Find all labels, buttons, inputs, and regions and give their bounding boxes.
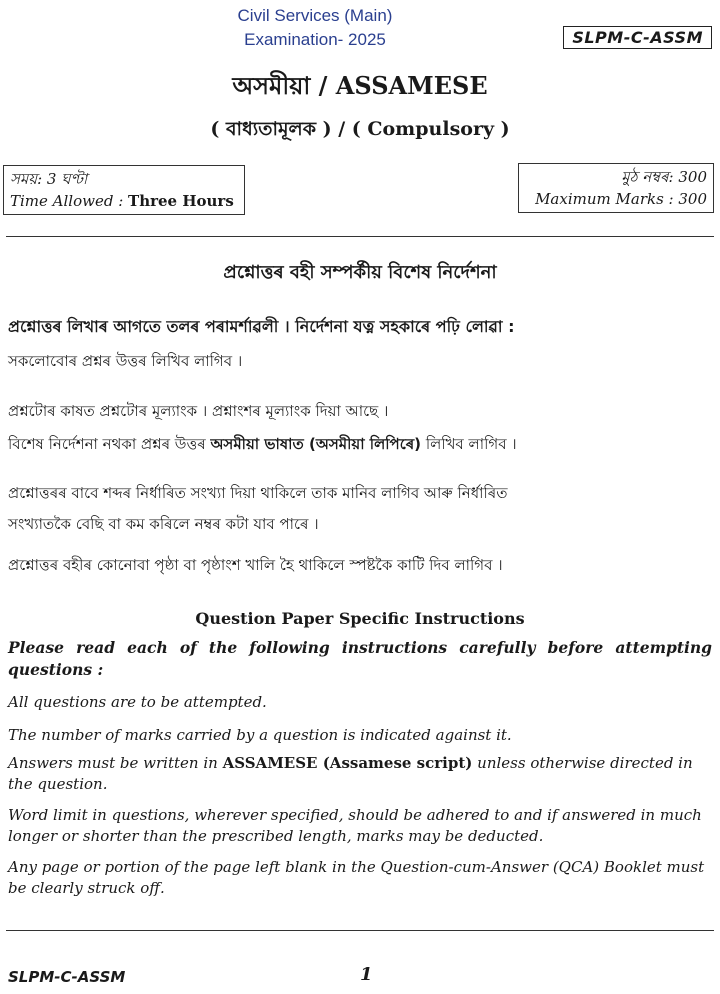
maximum-marks-assamese: মুঠ নম্বৰ: 300 bbox=[621, 168, 707, 186]
assamese-instruction-4-line-1: প্ৰশ্নোত্তৰৰ বাবে শব্দৰ নিৰ্ধাৰিত সংখ্যা দিয়া থাকিলে তাক মানিব লাগিব আৰু নিৰ্ধাৰিত bbox=[8, 484, 508, 502]
english-instruction-2: The number of marks carried by a question is indicated against it. bbox=[8, 726, 512, 744]
exam-line-2: Examination- 2025 bbox=[244, 30, 386, 49]
page-number: 1 bbox=[360, 964, 373, 985]
time-allowed-assamese: সময়: 3 ঘণ্টা bbox=[10, 170, 88, 188]
assamese-instruction-3-bold: অসমীয়া ভাষাত (অসমীয়া লিপিৰে) bbox=[210, 435, 422, 453]
english-instructions-title: Question Paper Specific Instructions bbox=[195, 609, 525, 628]
assamese-instruction-5: প্ৰশ্নোত্তৰ বহীৰ কোনোবা পৃষ্ঠা বা পৃষ্ঠাংশ খালি হৈ থাকিলে স্পষ্টকৈ কাটি দিব লাগিব । bbox=[8, 556, 503, 574]
time-allowed-label: Time Allowed : bbox=[10, 192, 129, 210]
maximum-marks-box bbox=[518, 163, 714, 213]
assamese-instruction-1: সকলোবোৰ প্ৰশ্নৰ উত্তৰ লিখিব লাগিব । bbox=[8, 352, 243, 370]
subject-title: অসমীয়া / ASSAMESE bbox=[232, 71, 488, 100]
assamese-instruction-3-post: লিখিব লাগিব । bbox=[421, 435, 517, 453]
paper-code-box: SLPM-C-ASSM bbox=[563, 26, 712, 49]
assamese-instruction-2: প্ৰশ্নটোৰ কাষত প্ৰশ্নটোৰ মূল্যাংক । প্ৰশ্নাংশৰ মূল্যাংক দিয়া আছে । bbox=[8, 402, 389, 420]
compulsory-label: ( বাধ্যতামূলক ) / ( Compulsory ) bbox=[210, 118, 510, 140]
time-allowed-value: Three Hours bbox=[128, 192, 234, 210]
exam-heading bbox=[200, 4, 430, 52]
bottom-divider bbox=[6, 930, 714, 931]
english-instruction-3-pre: Answers must be written in bbox=[8, 754, 223, 772]
assamese-instruction-3-pre: বিশেষ নিৰ্দেশনা নথকা প্ৰশ্নৰ উত্তৰ bbox=[8, 435, 211, 453]
english-instruction-1: All questions are to be attempted. bbox=[8, 693, 267, 711]
footer-paper-code: SLPM-C-ASSM bbox=[8, 968, 126, 986]
assamese-instructions-title: প্ৰশ্নোত্তৰ বহী সম্পৰ্কীয় বিশেষ নিৰ্দেশনা bbox=[223, 262, 497, 283]
exam-line-1: Civil Services (Main) bbox=[237, 6, 393, 25]
english-instruction-3-post: unless otherwise directed in the question. bbox=[8, 754, 693, 793]
time-allowed-box bbox=[3, 165, 245, 215]
assamese-instruction-3 bbox=[8, 428, 712, 460]
top-divider bbox=[6, 236, 714, 237]
english-instruction-3 bbox=[8, 753, 712, 795]
assamese-instruction-4-line-2: সংখ্যাতকৈ বেছি বা কম কৰিলে নম্বৰ কটা যাব পাৰে । bbox=[8, 515, 319, 533]
english-instruction-5: Any page or portion of the page left blank in the Question-cum-Answer (QCA) Booklet must be clearly struck off. bbox=[8, 858, 705, 897]
maximum-marks-english: Maximum Marks : 300 bbox=[535, 190, 707, 208]
time-allowed-english bbox=[10, 190, 238, 212]
english-instruction-3-bold: ASSAMESE (Assamese script) bbox=[222, 754, 473, 772]
english-instructions-lead: Please read each of the following instructions carefully before attempting questions : bbox=[8, 638, 712, 679]
assamese-instructions-lead: প্ৰশ্নোত্তৰ লিখাৰ আগতে তলৰ পৰামৰ্শাৱলী । নিৰ্দেশনা যত্ন সহকাৰে পঢ়ি লোৱা : bbox=[8, 317, 515, 336]
english-instruction-4: Word limit in questions, wherever specified, should be adhered to and if answered in much longer or shorter than the prescribed length, marks may be deducted. bbox=[8, 806, 702, 845]
